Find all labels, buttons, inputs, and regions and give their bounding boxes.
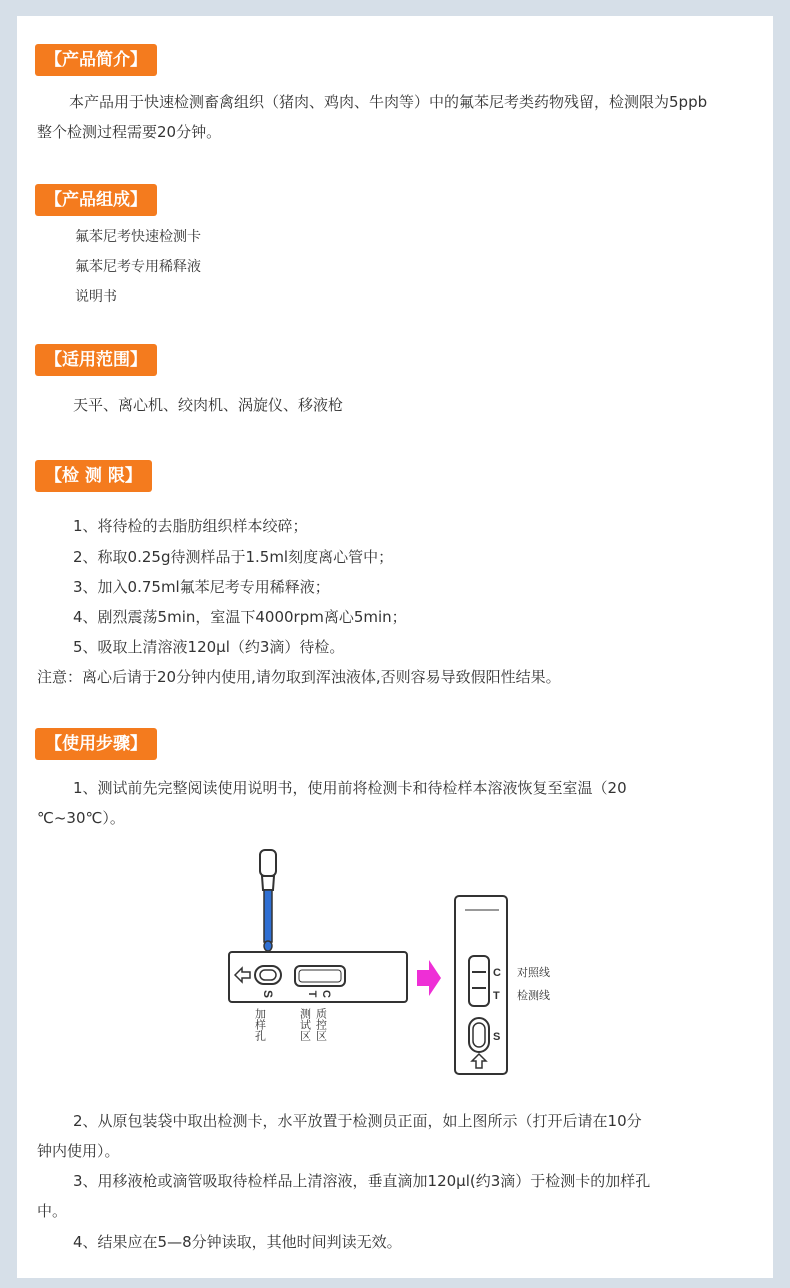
limit-step: 2、称取0.25g待测样品于1.5ml刻度离心管中； bbox=[73, 548, 394, 566]
usage-step-1a: 1、测试前先完整阅读使用说明书，使用前将检测卡和待检样本溶液恢复至室温（20 bbox=[73, 779, 627, 797]
control-line-label: 对照线 bbox=[517, 966, 550, 979]
limit-note: 注意：离心后请于20分钟内使用,请勿取到浑浊液体,否则容易导致假阳性结果。 bbox=[37, 668, 561, 686]
usage-step-4: 4、结果应在5—8分钟读取，其他时间判读无效。 bbox=[73, 1233, 402, 1251]
section-heading-usage: 【使用步骤】 bbox=[35, 728, 157, 760]
section-heading-scope: 【适用范围】 bbox=[35, 344, 157, 376]
section-heading-intro: 【产品简介】 bbox=[35, 44, 157, 76]
scope-text: 天平、离心机、绞肉机、涡旋仪、移液枪 bbox=[73, 396, 344, 414]
test-card-diagram bbox=[217, 842, 567, 1092]
section-heading-limit: 【检 测 限】 bbox=[35, 460, 152, 492]
page-card bbox=[17, 16, 773, 1278]
control-zone-label: 质控区 bbox=[314, 1008, 328, 1041]
limit-step: 1、将待检的去脂肪组织样本绞碎； bbox=[73, 517, 308, 535]
card-s-label: S bbox=[261, 989, 275, 999]
diagram-labels bbox=[254, 1007, 328, 1042]
card-c-label: C bbox=[320, 990, 332, 998]
limit-step: 5、吸取上清溶液120μl（约3滴）待检。 bbox=[73, 638, 345, 656]
sample-hole-label: 加样孔 bbox=[253, 1008, 267, 1041]
pink-arrow-icon bbox=[417, 960, 441, 996]
usage-step-3a: 3、用移液枪或滴管吸取待检样品上清溶液，垂直滴加120μl(约3滴）于检测卡的加样孔 bbox=[73, 1172, 651, 1190]
intro-line-2: 整个检测过程需要20分钟。 bbox=[37, 123, 222, 141]
component-item: 氟苯尼考快速检测卡 bbox=[75, 229, 201, 245]
test-zone-label: 测试区 bbox=[298, 1008, 312, 1041]
usage-step-2a: 2、从原包装袋中取出检测卡，水平放置于检测员正面，如上图所示（打开后请在10分 bbox=[73, 1112, 642, 1130]
component-item: 说明书 bbox=[75, 289, 117, 305]
result-window-vertical-icon bbox=[469, 956, 489, 1006]
limit-step: 4、剧烈震荡5min，室温下4000rpm离心5min； bbox=[73, 608, 407, 626]
vertical-t-label: T bbox=[493, 990, 500, 1002]
test-card-vertical bbox=[455, 896, 507, 1074]
test-line-label: 检测线 bbox=[517, 989, 550, 1002]
card-t-label: T bbox=[306, 990, 318, 998]
component-item: 氟苯尼考专用稀释液 bbox=[75, 259, 201, 275]
section-heading-components: 【产品组成】 bbox=[35, 184, 157, 216]
usage-step-3b: 中。 bbox=[37, 1202, 68, 1220]
usage-step-2b: 钟内使用）。 bbox=[37, 1142, 120, 1160]
vertical-s-label: S bbox=[493, 1031, 501, 1043]
vertical-c-label: C bbox=[493, 967, 501, 979]
limit-step: 3、加入0.75ml氟苯尼考专用稀释液； bbox=[73, 578, 330, 596]
intro-line-1: 本产品用于快速检测畜禽组织（猪肉、鸡肉、牛肉等）中的氟苯尼考类药物残留，检测限为5ppb bbox=[69, 93, 708, 111]
usage-step-1b: ℃~30℃）。 bbox=[37, 809, 125, 827]
